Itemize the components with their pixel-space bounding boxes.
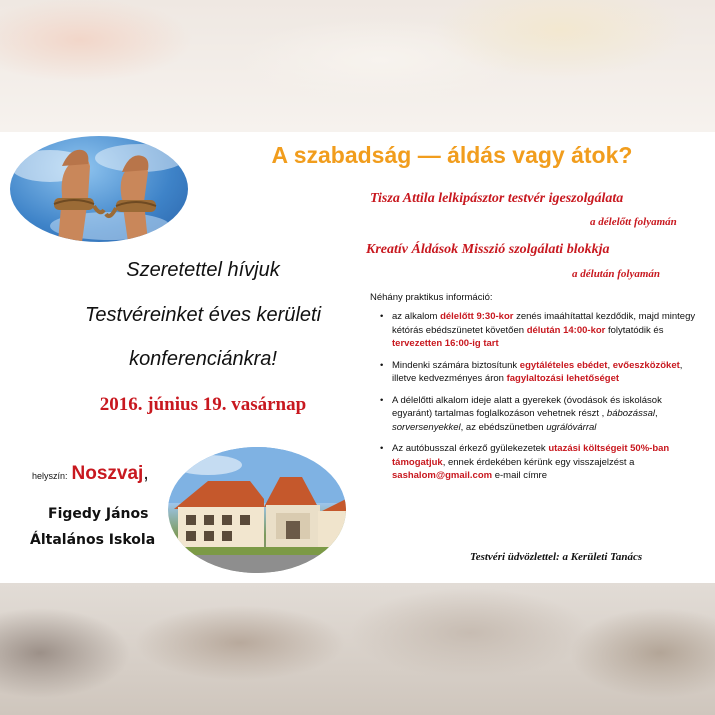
- location-comma: ,: [143, 463, 149, 484]
- afternoon-time: a délután folyamán: [572, 268, 661, 280]
- info-text: e-mail címre: [492, 470, 547, 481]
- location: [32, 463, 149, 485]
- location-place: Noszvaj: [71, 463, 144, 484]
- info-highlight: tervezetten 16:00-ig tart: [392, 338, 499, 349]
- info-list: [370, 310, 700, 483]
- blurred-background-bottom: [0, 583, 715, 715]
- info-item-schedule: [380, 310, 700, 351]
- invitation-line-2: Testvéreinket éves kerületi: [84, 304, 322, 326]
- info-italic: bábozással: [606, 408, 655, 419]
- closing-greeting: Testvéri üdvözlettel: a Kerületi Tanács: [470, 551, 643, 563]
- afternoon-block: Kreatív Áldások Misszió szolgálati blokkja: [366, 242, 610, 257]
- event-title: A szabadság — áldás vagy átok?: [271, 142, 633, 168]
- info-text: ,: [654, 408, 658, 419]
- info-text: , ennek érdekében kérünk egy visszajelzést a: [442, 456, 635, 468]
- invitation-line-1: Szeretettel hívjuk: [126, 259, 280, 281]
- info-italic: ugrálóvárral: [546, 421, 597, 433]
- morning-speaker: Tisza Attila lelkipásztor testvér igeszolgálata: [370, 191, 624, 206]
- info-text: zenés imaáhítattal kezdődik, majd mintegy kétórás ebédszünetet követően: [392, 311, 696, 336]
- blurred-background-top: [0, 0, 715, 132]
- info-item-lunch: [380, 359, 700, 386]
- school-building-photo: [168, 447, 346, 573]
- event-date: 2016. június 19. vasárnap: [99, 394, 307, 415]
- info-text: , illetve kedvezményes áron: [392, 359, 683, 384]
- school-name-line-1: Figedy János: [48, 506, 149, 522]
- info-item-travel: [380, 442, 700, 483]
- broken-chain-hands-photo: [10, 136, 188, 242]
- info-highlight: délután 14:00-kor: [526, 324, 606, 336]
- info-highlight: fagylaltozási lehetőséget: [506, 373, 620, 384]
- invitation-poster: [0, 132, 715, 583]
- info-highlight: utazási költségeit 50%-ban támogatjuk: [392, 443, 670, 468]
- info-text: A délelőtti alkalom ideje alatt a gyerekek (óvodások és iskolások egyaránt) tartalmas foglalkozáson vehetnek részt ,: [392, 394, 662, 419]
- bullet: •: [380, 311, 384, 322]
- bullet: •: [380, 359, 384, 371]
- bullet: •: [380, 394, 384, 406]
- practical-info: [370, 292, 700, 491]
- info-text: az alkalom: [392, 311, 441, 322]
- bullet: •: [380, 443, 384, 454]
- info-highlight: délelőtt 9:30-kor: [440, 311, 514, 322]
- invitation-line-3: konferenciánkra!: [129, 348, 277, 370]
- info-highlight: evőeszközöket: [612, 359, 680, 371]
- info-text: folytatódik és: [605, 324, 664, 336]
- info-text: Mindenki számára biztosítunk: [392, 359, 520, 371]
- info-highlight: egytálételes ebédet: [519, 359, 608, 371]
- contact-email[interactable]: sashalom@gmail.com: [392, 470, 493, 481]
- info-italic: sorversenyekkel: [392, 421, 461, 433]
- info-text: ,: [607, 359, 613, 371]
- morning-time: a délelőtt folyamán: [590, 216, 677, 228]
- location-label: helyszín:: [32, 471, 68, 481]
- info-heading: Néhány praktikus információ:: [370, 292, 493, 303]
- info-item-children: [380, 394, 700, 435]
- info-text: Az autóbusszal érkező gyülekezetek: [392, 443, 549, 454]
- school-name-line-2: Általános Iskola: [30, 532, 156, 548]
- info-text: , az ebédszünetben: [460, 421, 547, 433]
